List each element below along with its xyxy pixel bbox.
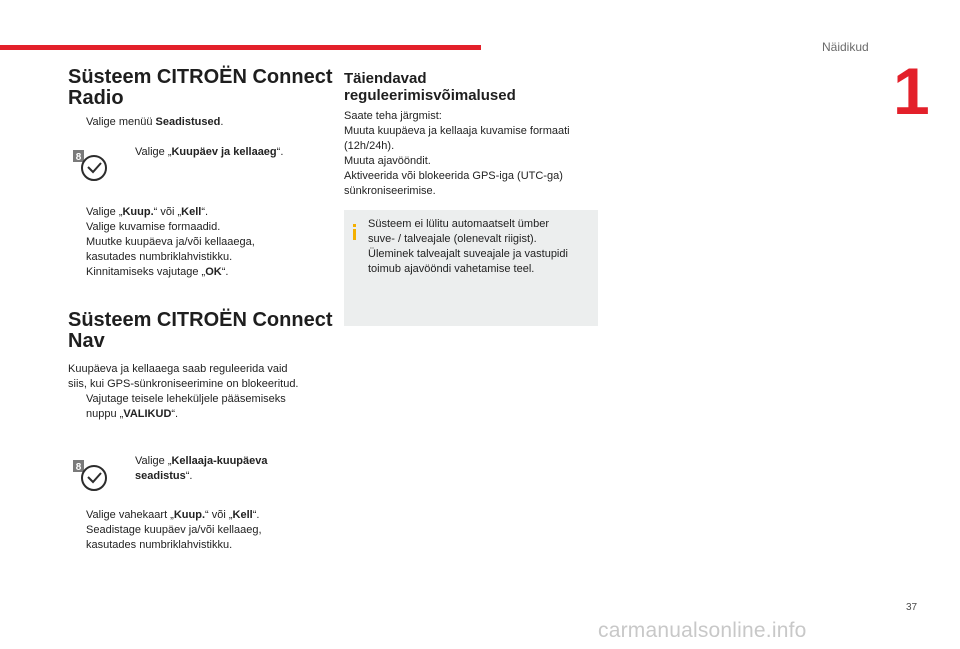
radio-step-4: Valige kuvamise formaadid. bbox=[86, 221, 221, 233]
radio-step-6: Kinnitamiseks vajutage „OK“. bbox=[86, 266, 229, 278]
radio-section-title: Süsteem CITROËN Connect Radio bbox=[68, 66, 333, 109]
radio-step-5: Muutke kuupäeva ja/või kellaaega, bbox=[86, 236, 255, 248]
nav-step-4: Seadistage kuupäev ja/või kellaaeg, bbox=[86, 524, 262, 536]
radio-step-2: Valige „Kuupäev ja kellaaeg“. bbox=[135, 146, 284, 158]
page-number: 37 bbox=[906, 602, 918, 613]
extra-section-title: Täiendavad reguleerimisvõimalused bbox=[344, 70, 516, 104]
chapter-label: Näidikud bbox=[822, 40, 869, 54]
system-8-icon bbox=[72, 148, 112, 184]
nav-intro: Kuupäeva ja kellaaega saab reguleerida vaid siis, kui GPS-sünkroniseerimine on blokeeritud. Vajutage teisele leheküljele pääsemiseks nuppu „VALIKUD“. bbox=[68, 362, 338, 422]
info-icon bbox=[353, 224, 356, 240]
svg-text:8: 8 bbox=[75, 152, 82, 163]
radio-step-1: Valige menüü Seadistused. bbox=[86, 116, 224, 128]
radio-step-3: Valige „Kuup.“ või „Kell“. bbox=[86, 206, 209, 218]
chapter-number: 1 bbox=[893, 54, 930, 128]
nav-step-1: Vajutage teisele leheküljele pääsemiseks bbox=[86, 393, 286, 405]
header-accent-bar bbox=[0, 45, 481, 50]
system-8-icon bbox=[72, 458, 112, 494]
radio-steps-list: Valige „Kuup.“ või „Kell“. Valige kuvamise formaadid. Muutke kuupäeva ja/või kellaaega, kasutades numbriklahvistikku. Kinnitamiseks vajutage „OK“. bbox=[68, 205, 338, 280]
nav-steps-list: Valige vahekaart „Kuup.“ või „Kell“. Seadistage kuupäev ja/või kellaaeg, kasutades numbriklahvistikku. bbox=[68, 508, 338, 553]
info-text: Süsteem ei lülitu automaatselt ümber suve- / talveajale (olenevalt riigist). Üleminek talveajalt suveajale ja vastupidi toimub ajavööndi vahetamise teel. bbox=[368, 218, 568, 275]
extra-body: Saate teha järgmist: Muuta kuupäeva ja kellaaja kuvamise formaati (12h/24h). Muuta ajavööndit. Aktiveerida või blokeerida GPS-iga (UTC-ga) sünkroniseerimise. bbox=[344, 110, 570, 197]
info-box bbox=[344, 210, 598, 326]
nav-section-title: Süsteem CITROËN Connect Nav bbox=[68, 309, 333, 352]
watermark: carmanualsonline.info bbox=[598, 619, 807, 642]
nav-step-3: Valige vahekaart „Kuup.“ või „Kell“. bbox=[86, 509, 260, 521]
nav-step-2: Valige „Kellaaja-kuupäeva seadistus“. bbox=[135, 455, 268, 482]
svg-text:8: 8 bbox=[75, 462, 82, 473]
